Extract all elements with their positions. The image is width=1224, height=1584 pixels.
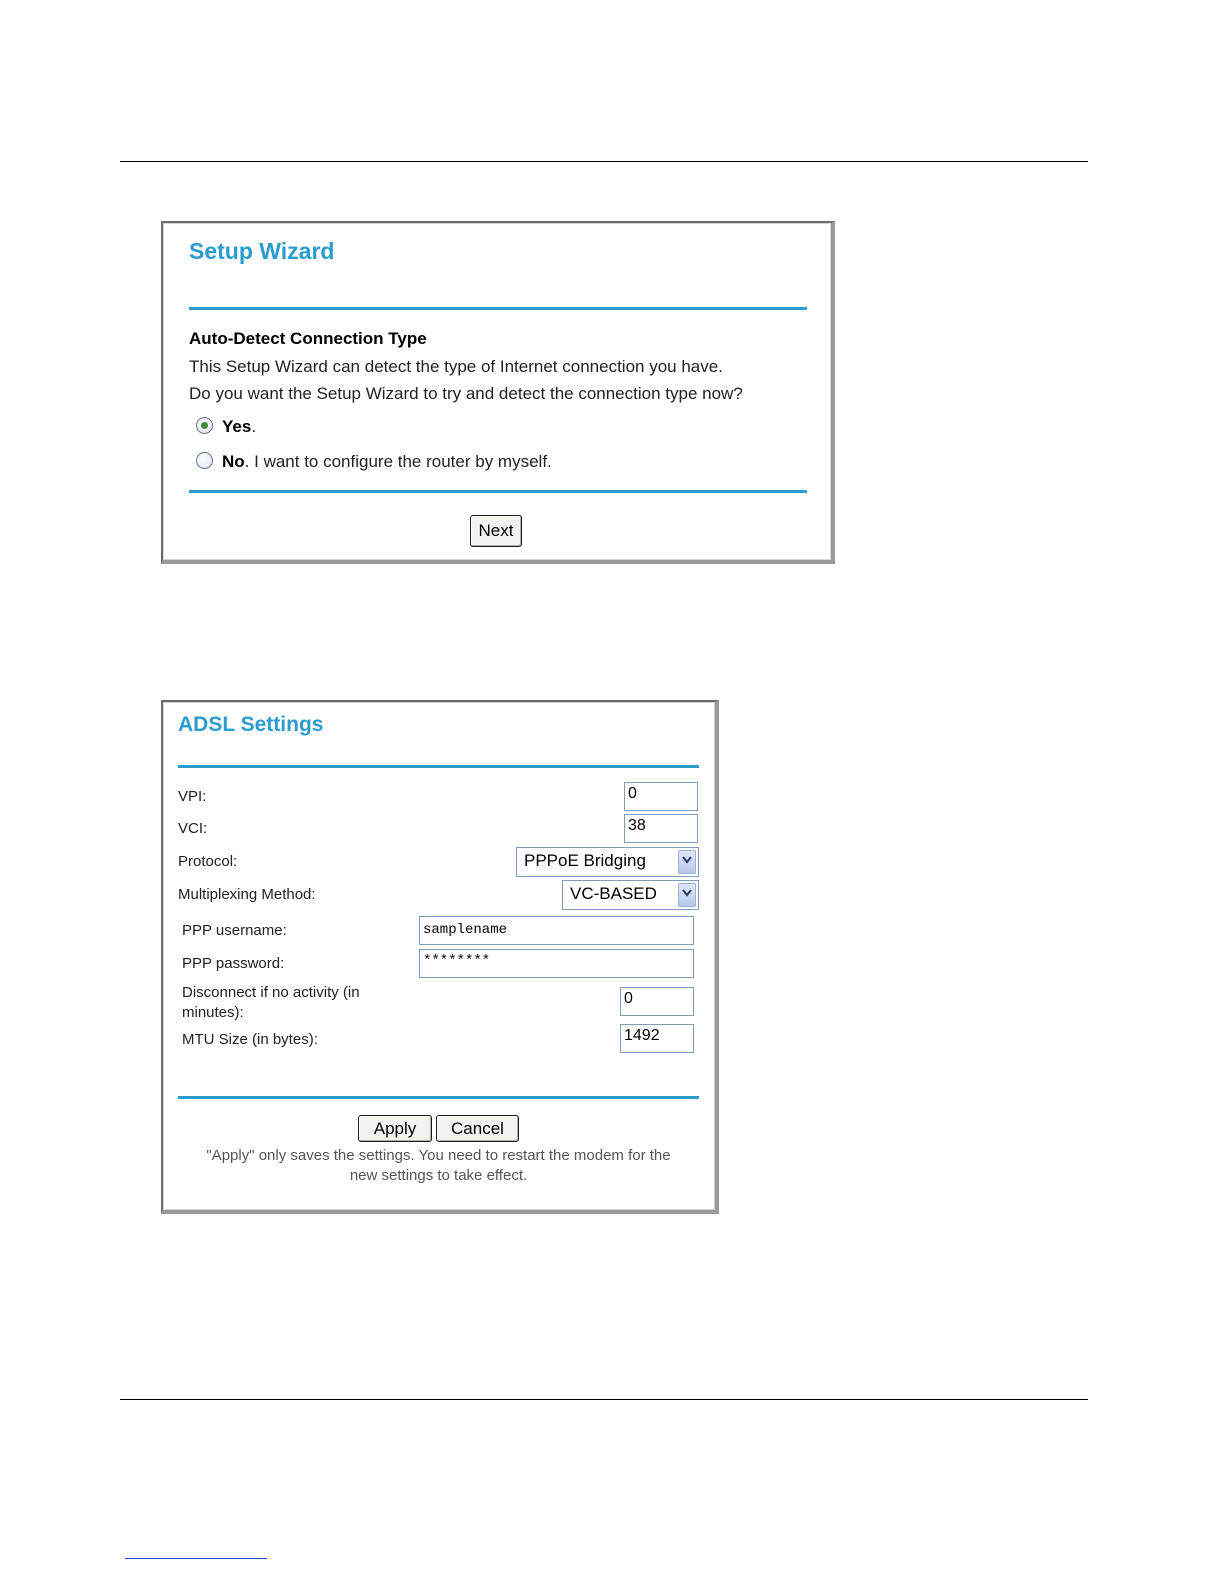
adsl-divider-bottom <box>178 1096 699 1099</box>
description-line-1: This Setup Wizard can detect the type of Internet connection you have. <box>189 357 723 376</box>
mtu-input[interactable]: 1492 <box>620 1024 694 1053</box>
disconnect-input[interactable]: 0 <box>620 987 694 1016</box>
setup-wizard-divider-top <box>189 307 807 310</box>
apply-note <box>178 1146 699 1186</box>
adsl-settings-title: ADSL Settings <box>178 713 324 736</box>
vpi-input[interactable]: 0 <box>624 782 698 811</box>
disconnect-label-line1: Disconnect if no activity (in <box>182 984 360 1001</box>
ppp-username-input[interactable]: samplename <box>419 916 694 945</box>
footer-link-underline[interactable] <box>125 1558 267 1559</box>
protocol-select[interactable] <box>516 847 699 877</box>
adsl-settings-panel <box>161 700 719 1214</box>
disconnect-label-line2: minutes): <box>182 1004 244 1021</box>
option-no-rest: . I want to configure the router by myself. <box>244 452 552 471</box>
option-no-label[interactable] <box>222 452 552 472</box>
ppp-password-label: PPP password: <box>182 955 285 972</box>
chevron-down-icon[interactable] <box>678 883 696 907</box>
vci-input[interactable]: 38 <box>624 814 698 843</box>
setup-wizard-panel <box>161 221 835 564</box>
top-rule <box>120 161 1088 162</box>
cancel-button[interactable]: Cancel <box>436 1115 519 1142</box>
option-yes-rest: . <box>251 417 257 436</box>
apply-note-line2: new settings to take effect. <box>349 1167 528 1184</box>
radio-yes[interactable] <box>196 417 213 434</box>
vci-label: VCI: <box>178 820 208 837</box>
description-line-2: Do you want the Setup Wizard to try and detect the connection type now? <box>189 384 743 403</box>
protocol-value: PPPoE Bridging <box>524 851 646 870</box>
adsl-divider-top <box>178 765 699 768</box>
option-yes-label[interactable] <box>222 417 256 437</box>
setup-wizard-divider-bottom <box>189 490 807 493</box>
bottom-rule <box>120 1399 1088 1400</box>
next-button[interactable]: Next <box>470 515 522 547</box>
vpi-label: VPI: <box>178 788 207 805</box>
chevron-down-icon[interactable] <box>678 850 696 874</box>
radio-no[interactable] <box>196 452 213 469</box>
disconnect-label <box>182 983 360 1023</box>
apply-note-line1: "Apply" only saves the settings. You need to restart the modem for the <box>206 1147 671 1164</box>
setup-wizard-title: Setup Wizard <box>189 238 335 264</box>
multiplexing-label: Multiplexing Method: <box>178 886 316 903</box>
option-yes-bold: Yes <box>222 417 252 436</box>
section-heading: Auto-Detect Connection Type <box>189 329 427 348</box>
multiplexing-select[interactable] <box>562 880 699 910</box>
ppp-username-label: PPP username: <box>182 922 287 939</box>
mtu-label: MTU Size (in bytes): <box>182 1031 318 1048</box>
protocol-label: Protocol: <box>178 853 238 870</box>
multiplexing-value: VC-BASED <box>570 884 657 903</box>
radio-selected-dot <box>201 422 208 429</box>
apply-button[interactable]: Apply <box>358 1115 432 1142</box>
option-no-bold: No <box>222 452 245 471</box>
ppp-password-input[interactable]: ******** <box>419 949 694 978</box>
